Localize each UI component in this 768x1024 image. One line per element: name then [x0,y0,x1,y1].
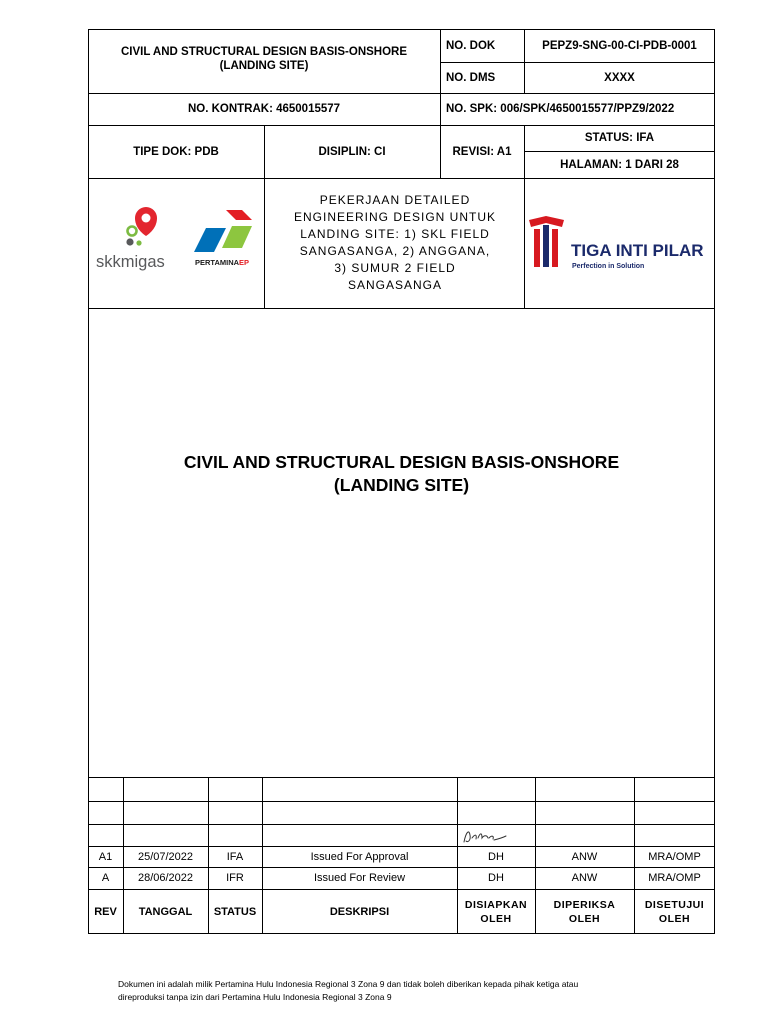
header-rev: REV [94,905,117,918]
no-dok-value: PEPZ9-SNG-00-CI-PDB-0001 [542,39,697,52]
spk-number: NO. SPK: 006/SPK/4650015577/PPZ9/2022 [446,103,675,115]
footer-disclaimer [118,978,678,1004]
disiplin: DISIPLIN: CI [318,145,386,158]
status-cell: IFR [226,872,244,884]
footer-line2: direproduksi tanpa izin dari Pertamina Hulu Indonesia Regional 3 Zona 9 [118,992,392,1002]
checked-cell: ANW [571,850,598,863]
kontrak-number: NO. KONTRAK: 4650015577 [187,103,341,115]
tiga-inti-pilar-logo [526,180,714,306]
header-deskripsi: DESKRIPSI [329,905,390,918]
tiga-emblem-icon [529,216,564,267]
rule-v [264,178,265,308]
green-ring-icon [128,227,137,236]
tipe-dok: TIPE DOK: PDB [133,145,219,158]
revisi: REVISI: A1 [452,145,512,158]
pin-hole [142,214,151,223]
doc-title-header [88,29,440,93]
main-title-line2: (LANDING SITE) [333,475,470,495]
pertamina-green-shape [222,226,252,248]
gray-dot-icon [126,238,133,245]
status-cell: IFA [226,850,244,863]
pertamina-red-shape [226,210,252,220]
pertamina-blue-shape [194,228,226,252]
rev-cell: A [101,872,110,884]
description-cell: Issued For Review [313,872,406,884]
tiga-wordmark: TIGA INTI PILAR [571,241,704,260]
doc-title-line2: (LANDING SITE) [219,60,309,72]
header-diperiksa: DIPERIKSA OLEH [553,898,616,925]
approved-cell: MRA/OMP [648,850,701,863]
prepared-cell: DH [488,872,504,884]
prepared-cell: DH [488,850,504,863]
header-disiapkan: DISIAPKAN OLEH [464,898,528,925]
header-status: STATUS [213,905,257,918]
pertamina-ep-logo [194,210,252,267]
no-dok-label: NO. DOK [446,39,496,52]
rule-h [88,178,715,179]
client-logos [90,180,262,306]
checked-cell: ANW [571,872,598,884]
skkmigas-logo [96,207,165,271]
rule-v [524,178,525,308]
description-cell: Issued For Approval [310,850,409,863]
status: STATUS: IFA [584,132,655,144]
tiga-tagline: Perfection in Solution [572,263,645,270]
no-dms-value: XXXX [604,71,635,84]
skkmigas-wordmark: skkmigas [96,253,165,271]
footer-line1: Dokumen ini adalah milik Pertamina Hulu Indonesia Regional 3 Zona 9 dan tidak boleh diberikan kepada pihak ketiga atau [118,979,579,989]
rule-h [88,308,715,309]
rule-h [88,824,715,825]
header-disetujui: DISETUJUI OLEH [644,898,705,925]
halaman: HALAMAN: 1 DARI 28 [560,158,679,171]
main-title [88,451,715,497]
rev-cell: A1 [98,850,113,863]
rule-h [88,777,715,778]
signature-mark [460,826,508,846]
date-cell: 28/06/2022 [137,872,194,884]
no-dms-label: NO. DMS [446,71,496,84]
date-cell: 25/07/2022 [137,850,194,863]
header-tanggal: TANGGAL [138,905,193,918]
doc-title-line1: CIVIL AND STRUCTURAL DESIGN BASIS-ONSHORE [120,46,408,58]
approved-cell: MRA/OMP [648,872,701,884]
project-subject: PEKERJAAN DETAILED ENGINEERING DESIGN UNTUK LANDING SITE: 1) SKL FIELD SANGASANGA, 2) ANGGANA, 3) SUMUR 2 FIELD SANGASANGA [293,193,497,292]
green-dot-icon [136,240,141,245]
main-title-line1: CIVIL AND STRUCTURAL DESIGN BASIS-ONSHORE [183,452,620,472]
pertamina-wordmark: PERTAMINAEP [195,258,250,267]
rule-h [88,801,715,802]
